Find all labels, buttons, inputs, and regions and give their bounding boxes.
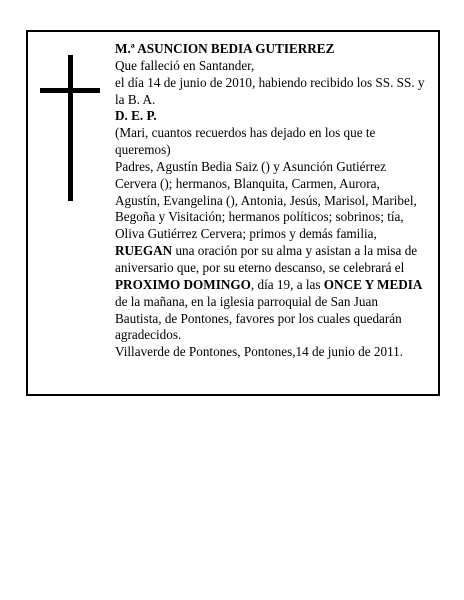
cross-horizontal-bar xyxy=(40,88,100,93)
obituary-notice xyxy=(26,30,440,396)
cross-vertical-bar xyxy=(68,55,73,201)
death-date: el día 14 de junio de 2010, habiendo recibido los SS. SS. y la B. A. xyxy=(115,74,425,107)
family-list: Padres, Agustín Bedia Saiz () y Asunción Gutiérrez Cervera (); hermanos, Blanquita, Carmen, Aurora, Agustín, Evangelina (), Antonia, Jesús, Marisol, Maribel, Begoña y Visitación; hermanos políticos; sobrinos; tía, Oliva Gutiérrez Cervera; primos y demás familia, xyxy=(115,158,417,242)
place-date-footer: Villaverde de Pontones, Pontones,14 de junio de 2011. xyxy=(115,344,404,360)
nickname-note: (Mari, cuantos recuerdos has dejado en los que te queremos) xyxy=(115,125,376,158)
mass-announcement: RUEGAN una oración por su alma y asistan a la misa de aniversario que, por su eterno descanso, se celebrará el PROXIMO DOMINGO, día 19, a las ONCE Y MEDIA de la mañana, en la iglesia parroquial de San Juan Bautista, de Pontones, favores por los cuales quedarán agradecidos. xyxy=(115,243,423,343)
mass-time: ONCE Y MEDIA xyxy=(323,276,423,292)
ruegan-label: RUEGAN xyxy=(115,243,173,259)
notice-text xyxy=(115,41,425,361)
mass-day: PROXIMO DOMINGO xyxy=(115,276,251,292)
death-place: Que falleció en Santander, xyxy=(115,57,255,73)
cross-icon xyxy=(40,55,100,201)
dep-line: D. E. P. xyxy=(115,108,157,124)
deceased-name: M.ª ASUNCION BEDIA GUTIERREZ xyxy=(115,41,335,56)
